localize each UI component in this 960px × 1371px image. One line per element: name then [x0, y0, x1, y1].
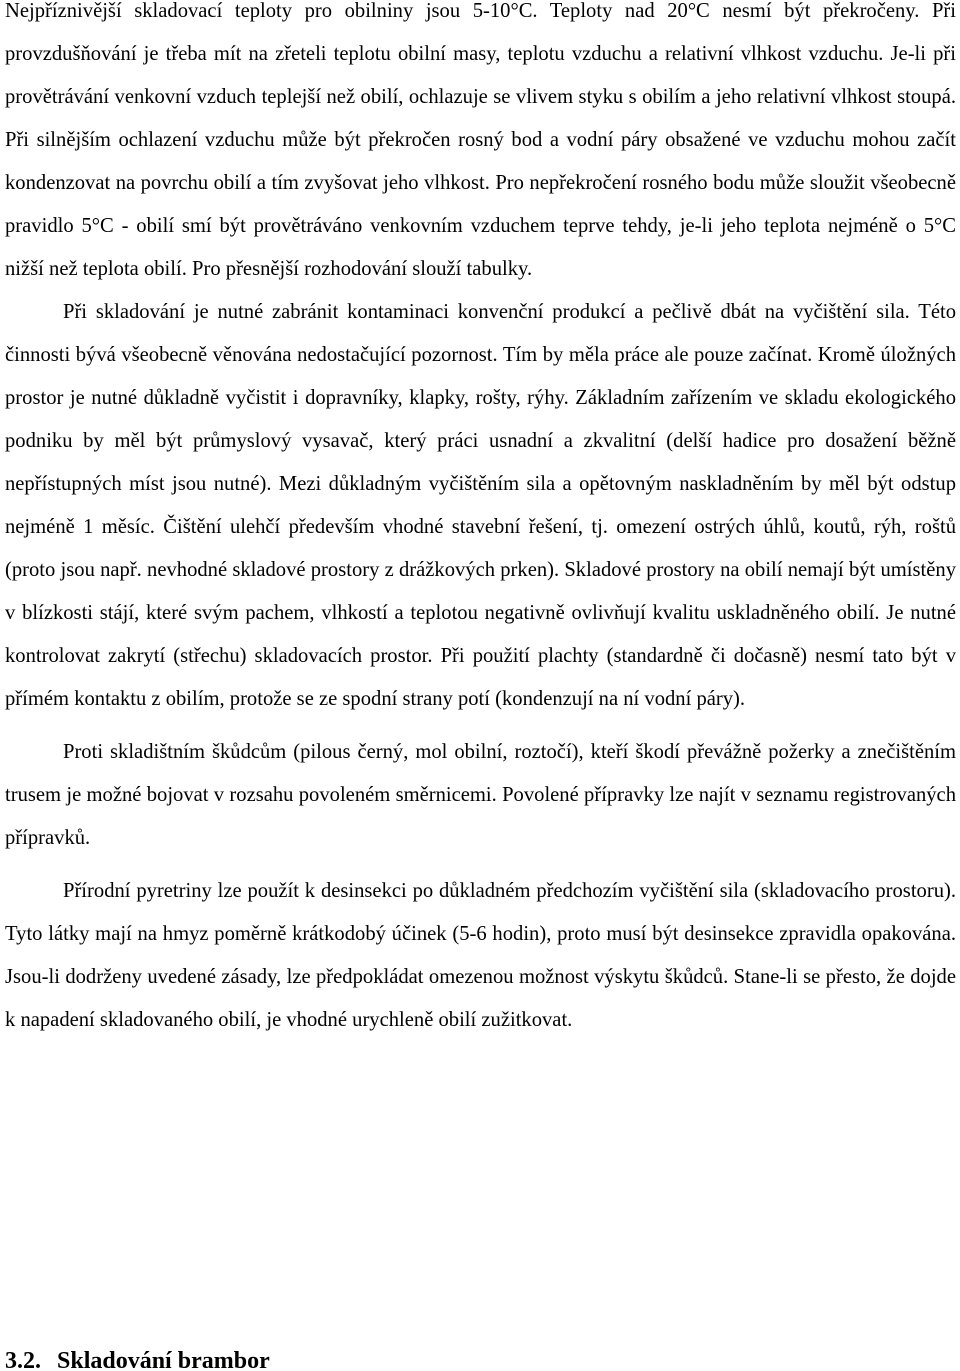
section-heading [5, 1343, 270, 1371]
section-title: Skladování brambor [57, 1348, 270, 1371]
paragraph-natural-pyrethrins: Přírodní pyretriny lze použít k desinsekci po důkladném předchozím vyčištění sila (skladovacího prostoru). Tyto látky mají na hmyz poměrně krátkodobý účinek (5-6 hodin), proto musí být desinsekce zpravidla opakována. Jsou-li dodrženy uvedené zásady, lze předpokládat omezenou možnost výskytu škůdců. Stane-li se přesto, že dojde k napadení skladovaného obilí, je vhodné urychleně obilí zužitkovat. [5, 880, 956, 1031]
paragraph-silo-cleaning: Při skladování je nutné zabránit kontaminaci konvenční produkcí a pečlivě dbát na vyčištění sila. Této činnosti bývá všeobecně věnována nedostačující pozornost. Tím by měla práce ale pouze začínat. Kromě úložných prostor je nutné důkladně vyčistit i dopravníky, klapky, rošty, rýhy. Základním zařízením ve skladu ekologického podniku by měl být průmyslový vysavač, který práci usnadní a zkvalitní (delší hadice pro dosažení běžně nepřístupných míst jsou nutné). Mezi důkladným vyčištěním sila a opětovným naskladněním by měl být odstup nejméně 1 měsíc. Čištění ulehčí především vhodné stavební řešení, tj. omezení ostrých úhlů, koutů, rýh, roštů (proto jsou např. nevhodné skladové prostory z drážkových prken). Skladové prostory na obilí nemají být umístěny v blízkosti stájí, které svým pachem, vlhkostí a teplotou negativně ovlivňují kvalitu uskladněného obilí. Je nutné kontrolovat zakrytí (střechu) skladovacích prostor. Při použití plachty (standardně či dočasně) nesmí tato být v přímém kontaktu z obilím, protože se ze spodní strany potí (kondenzují na ní vodní páry). [5, 301, 956, 710]
paragraph-storage-pests: Proti skladištním škůdcům (pilous černý, mol obilní, roztočí), kteří škodí převážně požerky a znečištěním trusem je možné bojovat v rozsahu povoleném směrnicemi. Povolené přípravky lze najít v seznamu registrovaných přípravků. [5, 741, 956, 849]
section-number: 3.2. [5, 1348, 41, 1371]
paragraph-grain-storage-temperature: Nejpříznivější skladovací teploty pro obilniny jsou 5-10°C. Teploty nad 20°C nesmí být překročeny. Při provzdušňování je třeba mít na zřeteli teplotu obilní masy, teplotu vzduchu a relativní vlhkost vzduchu. Je-li při provětrávání venkovní vzduch teplejší než obilí, ochlazuje se vlivem styku s obilím a jeho relativní vlhkost stoupá. Při silnějším ochlazení vzduchu může být překročen rosný bod a vodní páry obsažené ve vzduchu mohou začít kondenzovat na povrchu obilí a tím zvyšovat jeho vlhkost. Pro nepřekročení rosného bodu může sloužit všeobecně pravidlo 5°C - obilí smí být provětráváno venkovním vzduchem teprve tehdy, je-li jeho teplota nejméně o 5°C nižší než teplota obilí. Pro přesnější rozhodování slouží tabulky. [5, 0, 956, 280]
